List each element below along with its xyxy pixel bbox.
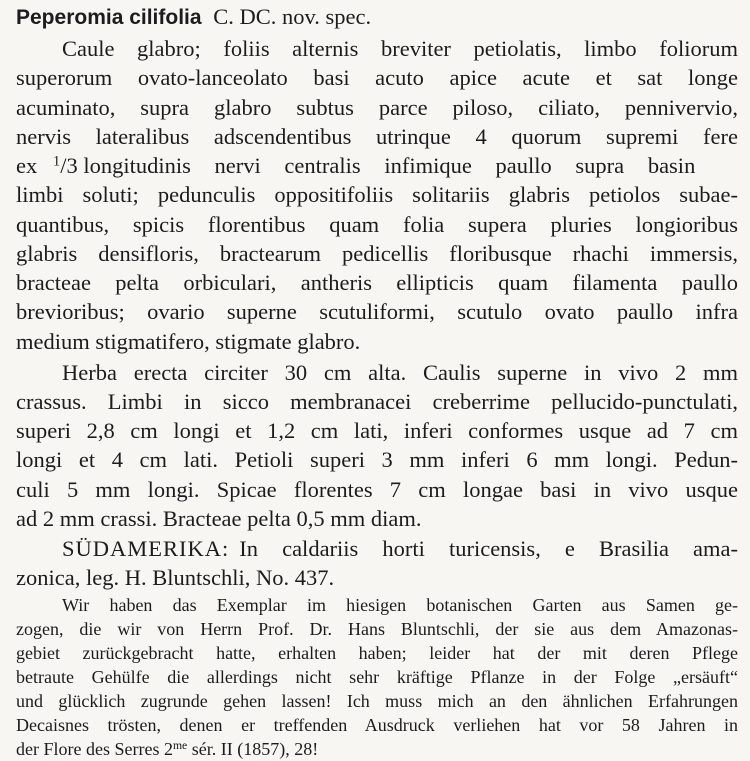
- description-line: Herba erecta circiter 30 cm alta. Caulis superne in vivo 2 mm: [62, 360, 738, 385]
- note-line: betraute Gehülfe die allerdings nicht sehr kräftige Pflanze in der Folge „ersäuft“: [16, 667, 738, 687]
- note-superscript: me: [172, 739, 188, 753]
- locality-text: In caldariis horti turicensis, e Brasilia ama-: [239, 536, 738, 561]
- diagnosis-line: glabris densifloris, bractearum pedicellis floribusque rhachi immersis,: [16, 241, 738, 266]
- diagnosis-line: quantibus, spicis florentibus quam folia supera pluries longioribus: [16, 212, 738, 237]
- fraction-denominator: /3: [60, 153, 78, 178]
- diagnosis-line: acuminato, supra glabro subtus parce piloso, ciliato, pennivervio,: [16, 95, 738, 120]
- description-line: superi 2,8 cm longi et 1,2 cm lati, inferi conformes usque ad 7 cm: [16, 418, 738, 443]
- diagnosis-line: nervis lateralibus adscendentibus utrinque 4 quorum supremi fere: [16, 124, 738, 149]
- species-name: Peperomia cilifolia: [16, 6, 202, 29]
- note-line: zogen, die wir von Herrn Prof. Dr. Hans Bluntschli, der sie aus dem Amazonas-: [16, 619, 738, 639]
- note-line: und glücklich zugrunde gehen lassen! Ich muss mich an den ähnlichen Erfahrungen: [16, 691, 738, 711]
- species-author: C. DC. nov. spec.: [213, 4, 372, 29]
- description-line: longi et 4 cm lati. Petioli superi 3 mm inferi 6 mm longi. Pedun-: [16, 447, 738, 472]
- note-last-text-end: sér. II (1857), 28!: [187, 739, 319, 759]
- diagnosis-line: superorum ovato-lanceolato basi acuto apice acute et sat longe: [16, 65, 738, 90]
- fraction: [53, 153, 78, 178]
- diagnosis-line: limbi soluti; pedunculis oppositifoliis solitariis glabris petiolos subae-: [16, 182, 738, 207]
- diagnosis-fraction-line: [16, 151, 738, 180]
- species-heading: [16, 2, 738, 32]
- note-last-text: der Flore des Serres 2: [16, 739, 173, 759]
- note-line: gebiet zurückgebracht hatte, erhalten haben; leider hat der mit deren Pflege: [16, 643, 738, 663]
- description-line: culi 5 mm longi. Spicae florentes 7 cm longae basi in vivo usque: [16, 477, 738, 502]
- fraction-prefix: ex: [16, 153, 38, 178]
- note-last-line: [16, 737, 738, 759]
- locality-line: zonica, leg. H. Bluntschli, No. 437.: [16, 565, 335, 590]
- diagnosis-line: brevioribus; ovario superne scutuliformi, scutulo ovato paullo infra: [16, 299, 738, 324]
- description-line: crassus. Limbi in sicco membranacei creberrime pellucido-punctulati,: [16, 389, 738, 414]
- locality-line: [62, 534, 738, 563]
- diagnosis-line: Caule glabro; foliis alternis breviter petiolatis, limbo foliorum: [62, 36, 738, 61]
- diagnosis-line: longitudinis nervi centralis infimique paullo supra basin: [83, 153, 696, 178]
- diagnosis-line: bracteae pelta orbiculari, antheris ellipticis quam filamenta paullo: [16, 270, 738, 295]
- description-line: ad 2 mm crassi. Bracteae pelta 0,5 mm diam.: [16, 506, 422, 531]
- region-label: SÜDAMERIKA:: [62, 536, 230, 561]
- fraction-numerator: 1: [52, 153, 61, 170]
- diagnosis-line: medium stigmatifero, stigmate glabro.: [16, 329, 361, 354]
- note-line: Decaisnes trösten, denen er treffenden Ausdruck verliehen hat vor 58 Jahren in: [16, 715, 738, 735]
- note-line: Wir haben das Exemplar im hiesigen botanischen Garten aus Samen ge-: [62, 595, 738, 615]
